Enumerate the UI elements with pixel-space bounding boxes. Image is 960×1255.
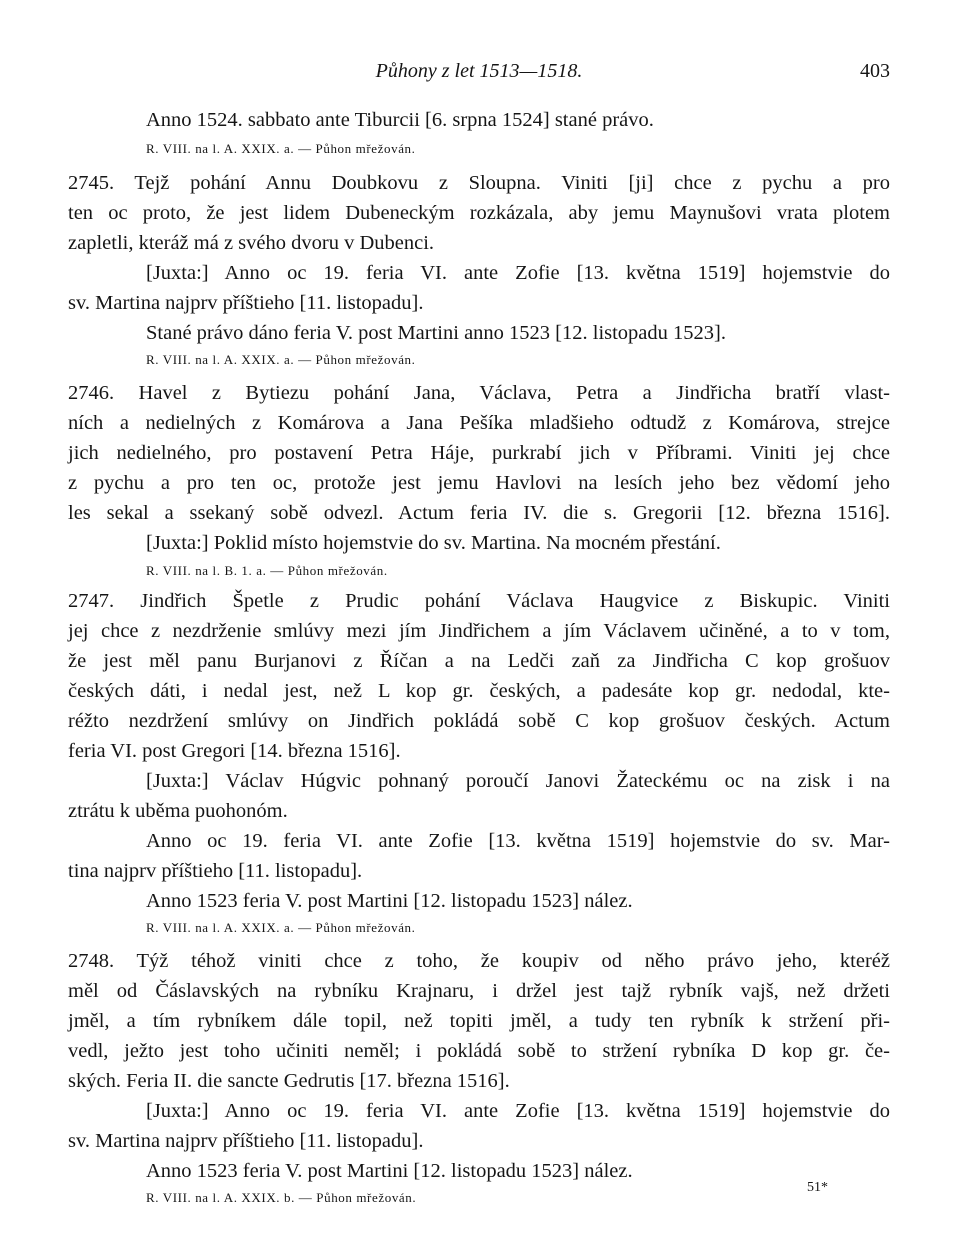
entry-2745-line: 2745. Tejž pohání Annu Doubkovu z Sloupna. Viniti [ji] chce z pychu a pro — [68, 172, 890, 194]
text-line: ztrátu k uběma puohonóm. — [68, 800, 288, 822]
text-line: feria VI. post Gregori [14. března 1516]. — [68, 740, 401, 762]
entry-2748-line: 2748. Týž téhož viniti chce z toho, že koupiv od něho právo jeho, kteréž — [68, 950, 890, 972]
text-line: [Juxta:] Poklid místo hojemstvie do sv. Martina. Na mocném přestání. — [146, 532, 721, 554]
text-line: zapletli, kteráž má z svého dvoru v Dubenci. — [68, 232, 435, 254]
document-page — [68, 0, 890, 1255]
text-line: sv. Martina najprv příštieho [11. listopadu]. — [68, 292, 424, 314]
entry-2747-line: 2747. Jindřich Špetle z Prudic pohání Václava Haugvice z Biskupic. Viniti — [68, 590, 890, 612]
text-line: Anno 1523 feria V. post Martini [12. listopadu 1523] nález. — [146, 1160, 633, 1182]
source-note: R. VIII. na l. A. XXIX. b. — Půhon mřežován. — [146, 1190, 417, 1205]
page-number: 403 — [860, 60, 890, 82]
source-note: R. VIII. na l. B. 1. a. — Půhon mřežován. — [146, 563, 388, 578]
text-line: měl od Čáslavských na rybníku Krajnaru, i držel jest tajž rybník vajš, než držeti — [68, 980, 890, 1002]
source-note: R. VIII. na l. A. XXIX. a. — Půhon mřežován. — [146, 352, 416, 367]
text-line: Anno oc 19. feria VI. ante Zofie [13. května 1519] hojemstvie do sv. Mar- — [146, 830, 890, 852]
text-line: ských. Feria II. die sancte Gedrutis [17. března 1516]. — [68, 1070, 510, 1092]
text-line: sv. Martina najprv příštieho [11. listopadu]. — [68, 1130, 424, 1152]
text-line: Anno 1524. sabbato ante Tiburcii [6. srpna 1524] stané právo. — [146, 109, 654, 131]
running-title: Půhony z let 1513—1518. — [375, 60, 583, 82]
text-line: ten oc proto, že jest lidem Dubeneckým rozkázala, aby jemu Maynušovi vrata plotem — [68, 202, 890, 224]
text-line: že jest měl panu Burjanovi z Říčan a na Ledči zaň za Jindřicha C kop grošuov — [68, 650, 890, 672]
text-line: réžto nezdržení smlúvy on Jindřich pokládá sobě C kop grošuov českých. Actum — [68, 710, 890, 732]
text-line: [Juxta:] Anno oc 19. feria VI. ante Zofie [13. května 1519] hojemstvie do — [146, 1100, 890, 1122]
text-line: Anno 1523 feria V. post Martini [12. listopadu 1523] nález. — [146, 890, 633, 912]
text-line: ních a nedielných z Komárova a Jana Pešíka mladšieho odtudž z Komárova, strejce — [68, 412, 890, 434]
text-line: Stané právo dáno feria V. post Martini anno 1523 [12. listopadu 1523]. — [146, 322, 726, 344]
text-line: jich nedielného, pro postavení Petra Háje, purkrabí jich v Příbrami. Viniti jej chce — [68, 442, 890, 464]
text-line: les sekal a ssekaný sobě odvezl. Actum feria IV. die s. Gregorii [12. března 1516]. — [68, 502, 890, 524]
text-line: jměl, a tím rybníkem dále topil, než topiti jměl, a tudy ten rybník k stržení při- — [68, 1010, 890, 1032]
text-line: jej chce z nezdrženie smlúvy mezi jím Jindřichem a jím Václavem učiněné, a to v tom, — [68, 620, 890, 642]
source-note: R. VIII. na l. A. XXIX. a. — Půhon mřežován. — [146, 920, 416, 935]
text-line: [Juxta:] Václav Húgvic pohnaný poroučí Janovi Žateckému oc na zisk i na — [146, 770, 890, 792]
text-line: tina najprv příštieho [11. listopadu]. — [68, 860, 363, 882]
entry-2746-line: 2746. Havel z Bytiezu pohání Jana, Václava, Petra a Jindřicha bratří vlast- — [68, 382, 890, 404]
source-note: R. VIII. na l. A. XXIX. a. — Půhon mřežován. — [146, 141, 416, 156]
text-line: vedl, ježto jest toho učiniti neměl; i pokládá sobě to stržení rybníka D kop gr. če- — [68, 1040, 890, 1062]
text-line: [Juxta:] Anno oc 19. feria VI. ante Zofie [13. května 1519] hojemstvie do — [146, 262, 890, 284]
text-line: českých dáti, i nedal jest, než L kop gr. českých, a padesáte kop gr. nedodal, kte- — [68, 680, 890, 702]
signature-mark: 51* — [807, 1180, 828, 1195]
text-line: z pychu a pro ten oc, protože jest jemu Havlovi na lesích jeho bez vědomí jeho — [68, 472, 890, 494]
